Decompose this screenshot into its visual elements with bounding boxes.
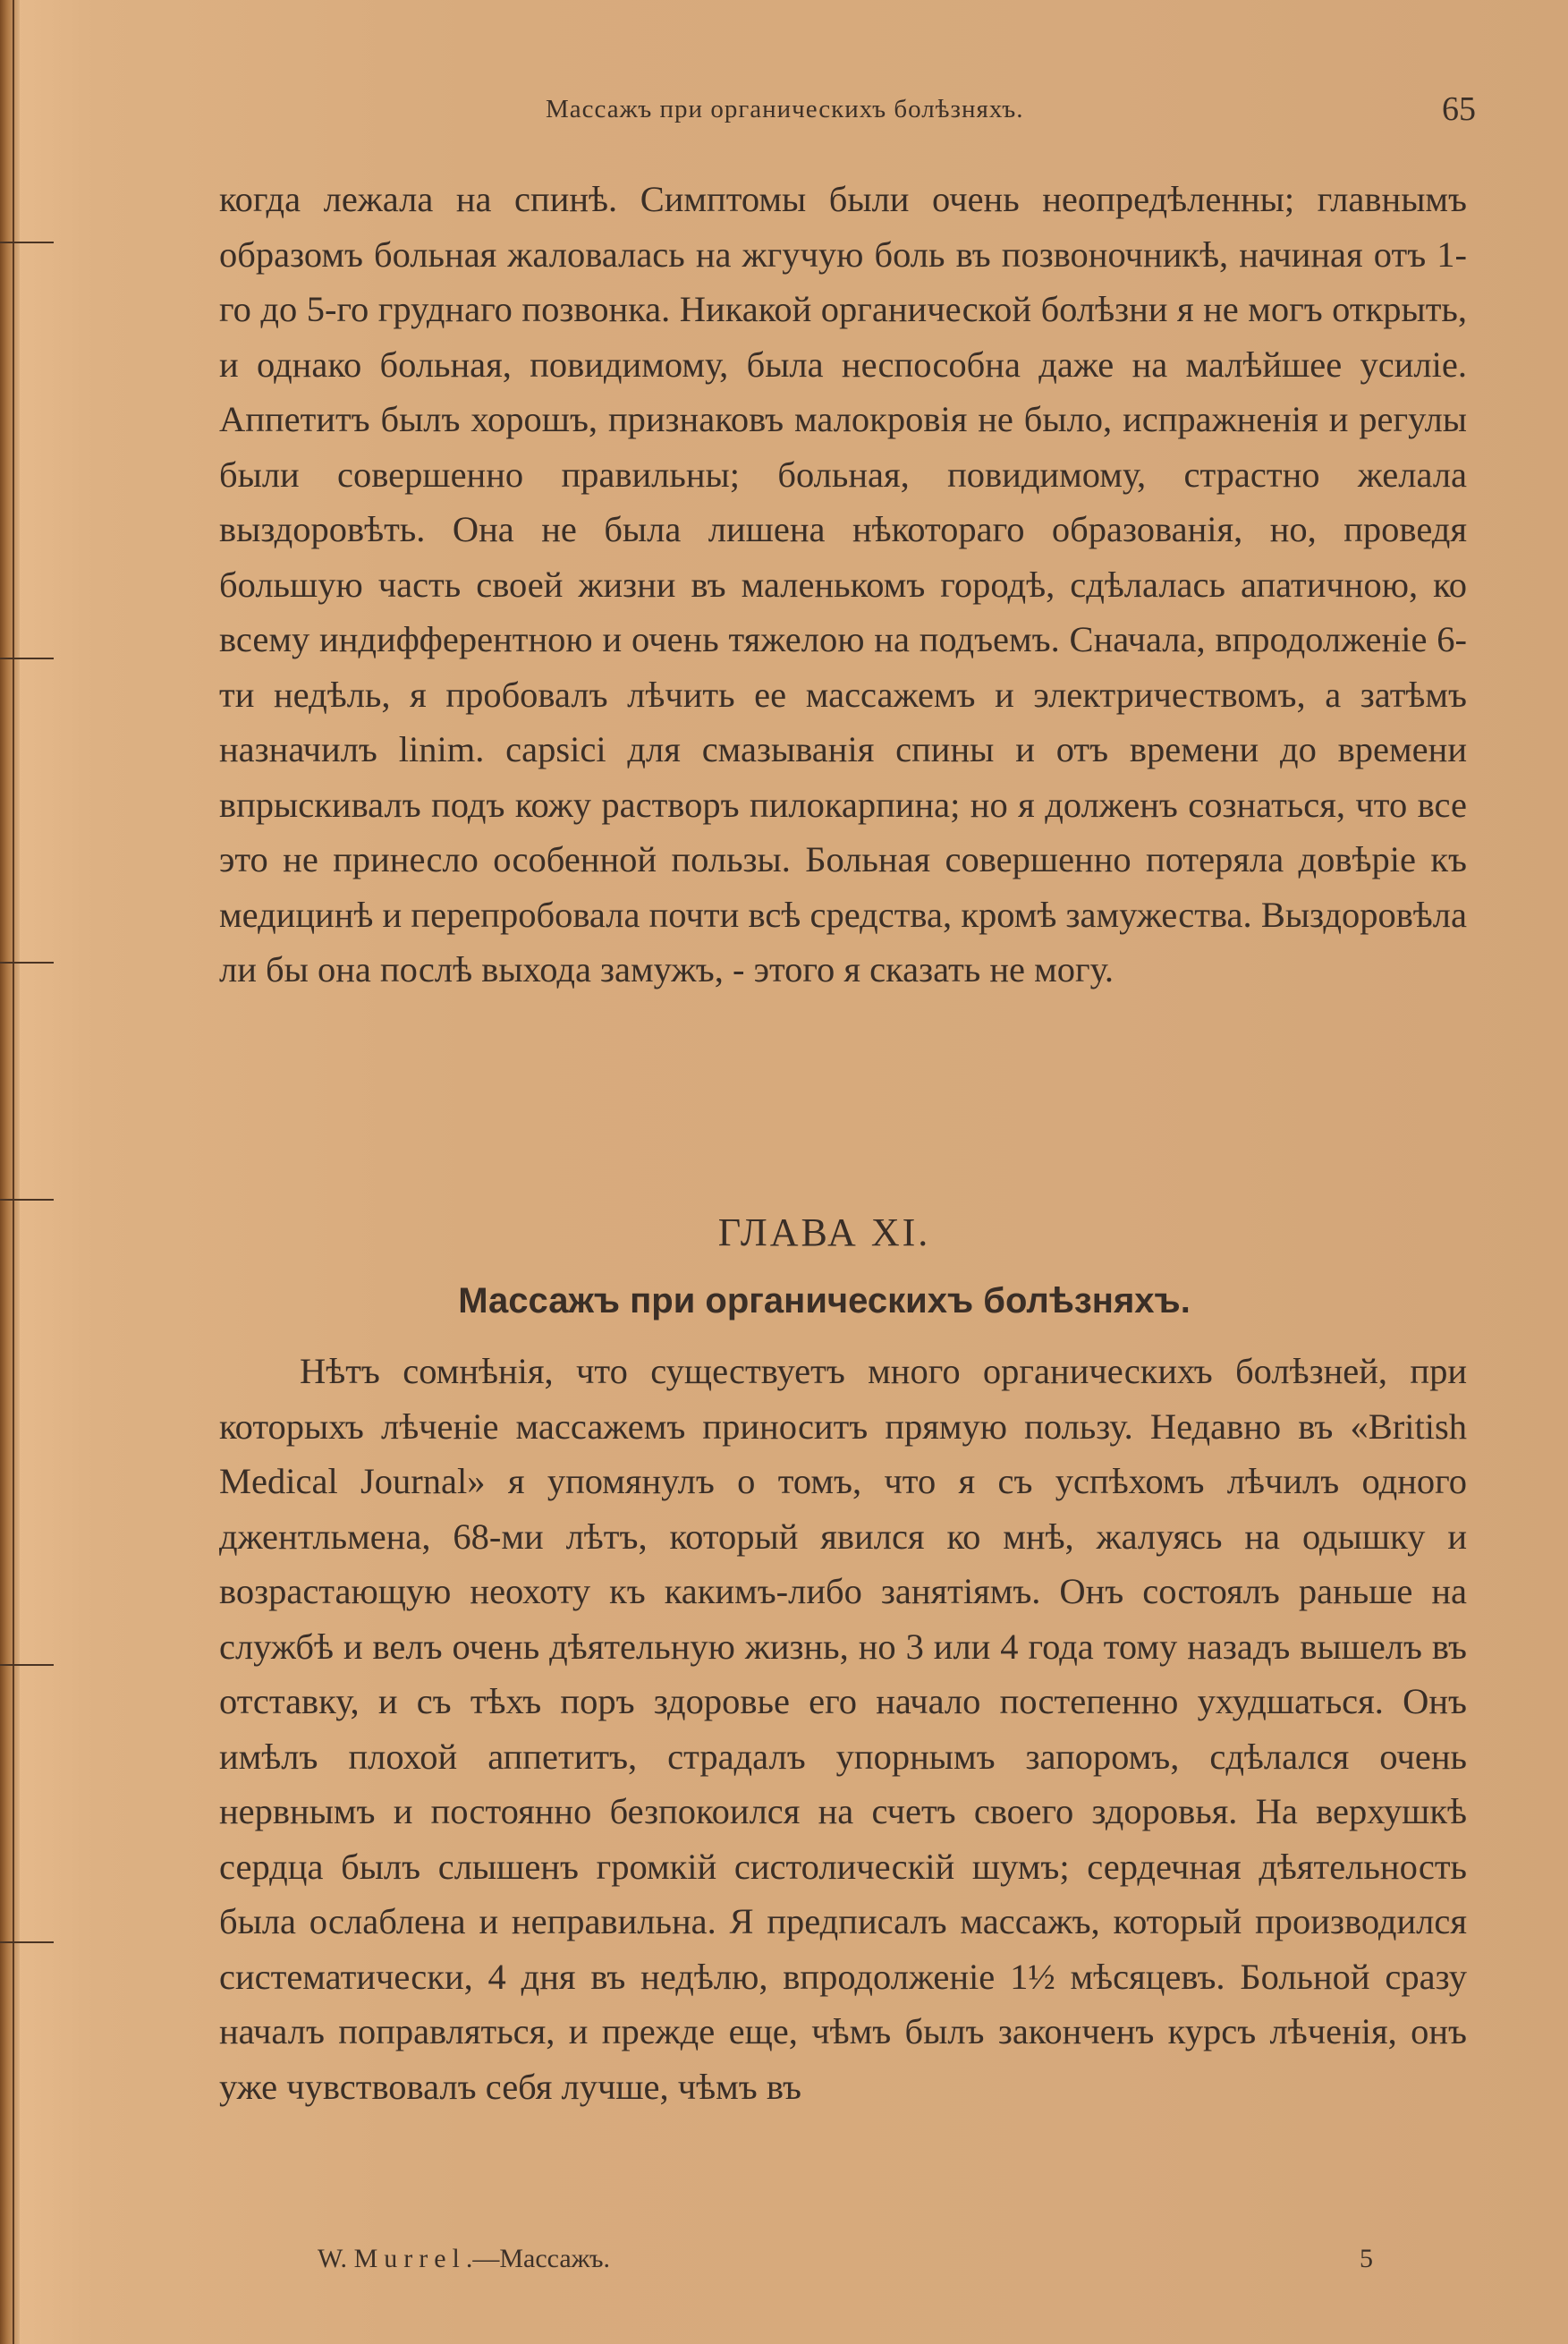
page-number: 65 — [1442, 90, 1476, 128]
footer-author-title — [318, 2244, 610, 2274]
running-header — [215, 89, 1476, 143]
body-paragraph — [219, 1344, 1467, 2114]
footer-author-prefix: W. — [318, 2244, 354, 2273]
running-title: Массажъ при органическихъ болѣзняхъ. — [546, 95, 1024, 123]
signature-mark: 5 — [1360, 2244, 1373, 2273]
paragraph-text: когда лежала на спинѣ. Симптомы были очень неопредѣленны; главнымъ образомъ больная жаловалась на жгучую боль въ позвоночникѣ, начиная отъ 1-го до 5-го груднаго позвонка. Никакой органической болѣзни я не могъ открыть, и однако больная, повидимому, была неспособна даже на малѣйшее усиліе. Аппетитъ былъ хорошъ, признаковъ малокровія не было, испражненія и регулы были совершенно правильны; больная, повидимому, страстно желала выздоровѣть. Она не была лишена нѣкотораго образованія, но, проведя большую часть своей жизни въ маленькомъ городѣ, сдѣлалась апатичною, ко всему индифферентною и очень тяжелою на подъемъ. Сначала, впродолженіе 6-ти недѣль, я пробовалъ лѣчить ее массажемъ и электричествомъ, а затѣмъ назначилъ linim. capsici для смазыванія спины и отъ времени до времени впрыскивалъ подъ кожу растворъ пилокарпина; но я долженъ сознаться, что все это не принесло особенной пользы. Больная совершенно потеряла довѣріе къ медицинѣ и перепробовала почти всѣ средства, кромѣ замужества. Выздоровѣла ли бы она послѣ выхода замужъ, - этого я сказать не могу. — [219, 179, 1467, 989]
page-edge-mark — [0, 1664, 54, 1666]
body-paragraph — [219, 172, 1467, 998]
book-spine — [0, 0, 20, 2344]
paragraph-text: Нѣтъ сомнѣнія, что существуетъ много органическихъ болѣзней, при которыхъ лѣченіе массажемъ приноситъ прямую пользу. Недавно въ «British Medical Journal» я упомянулъ о томъ, что я съ успѣхомъ лѣчилъ одного джентльмена, 68-ми лѣтъ, который явился ко мнѣ, жалуясь на одышку и возрастающую неохоту къ какимъ-либо занятіямъ. Онъ состоялъ раньше на службѣ и велъ очень дѣятельную жизнь, но 3 или 4 года тому назадъ вышелъ въ отставку, и съ тѣхъ поръ здоровье его начало постепенно ухудшаться. Онъ имѣлъ плохой аппетитъ, страдалъ упорнымъ запоромъ, сдѣлался очень нервнымъ и постоянно безпокоился на счетъ своего здоровья. На верхушкѣ сердца былъ слышенъ громкій систолическій шумъ; сердечная дѣятельность была ослаблена и неправильна. Я предписалъ массажъ, который производился систематически, 4 дня въ недѣлю, впродолженіе 1½ мѣсяцевъ. Больной сразу началъ поправляться, и прежде еще, чѣмъ былъ законченъ курсъ лѣченія, онъ уже чувствовалъ себя лучше, чѣмъ въ — [219, 1351, 1467, 2107]
chapter-subtitle: Массажъ при органическихъ болѣзняхъ. — [458, 1281, 1191, 1321]
footer-title: .—Массажъ. — [465, 2244, 611, 2273]
page-edge-mark — [0, 658, 54, 659]
page-footer — [318, 2244, 1373, 2284]
spine-edge-line — [13, 0, 14, 2344]
page-edge-mark — [0, 962, 54, 964]
footer-author-name: Murrel — [353, 2244, 466, 2273]
page-edge-mark — [0, 1199, 54, 1201]
chapter-title: ГЛАВА XI. — [717, 1210, 931, 1254]
page-edge-mark — [0, 1941, 54, 1943]
page-edge-mark — [0, 242, 54, 243]
